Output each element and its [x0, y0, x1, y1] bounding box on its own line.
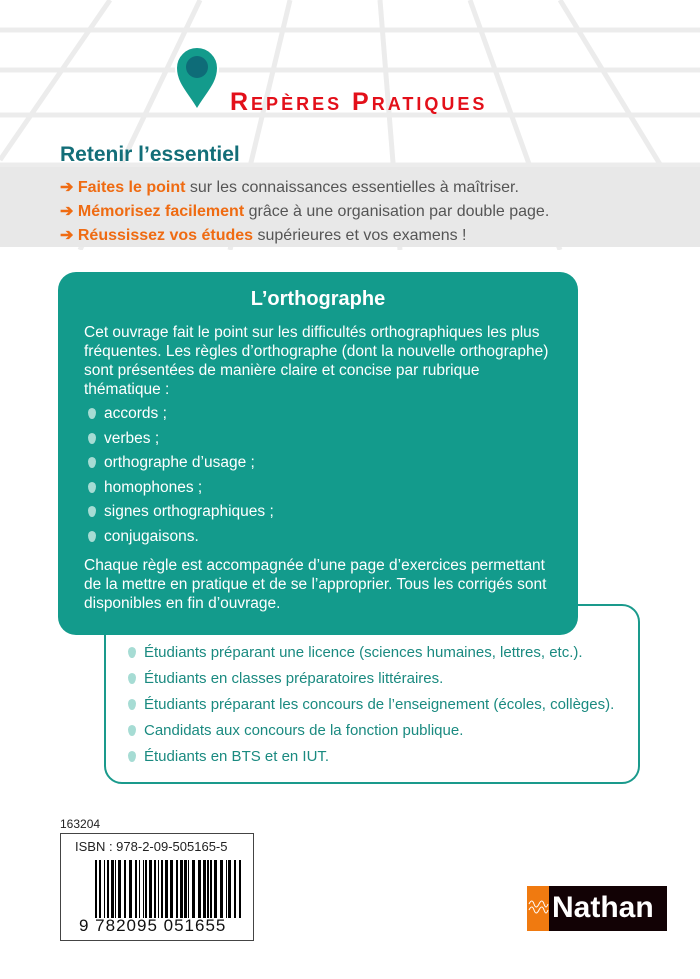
barcode-bar [129, 860, 132, 918]
publisher-name: Nathan [552, 891, 654, 924]
barcode-bar [124, 860, 126, 918]
barcode-bar [149, 860, 152, 918]
tagline-point: ➔ Réussissez vos études supérieures et vos examens ! [60, 227, 467, 244]
barcode-bar [115, 860, 116, 918]
topic-item: conjugaisons. [88, 528, 552, 553]
barcode-bar [170, 860, 173, 918]
barcode-bar [180, 860, 183, 918]
isbn-block [60, 833, 254, 941]
topic-item: accords ; [88, 405, 552, 430]
barcode-bar [139, 860, 140, 918]
barcode-bar [239, 860, 241, 918]
audience-item: Étudiants en BTS et en IUT. [128, 748, 614, 774]
barcode-bar [234, 860, 236, 918]
map-pin-icon [174, 46, 220, 112]
pin-bullet-icon [88, 506, 96, 517]
pin-bullet-icon [88, 482, 96, 493]
barcode-bar [104, 860, 105, 918]
barcode-bar [118, 860, 121, 918]
barcode-bar [226, 860, 227, 918]
audience-item: Étudiants préparant une licence (sciences humaines, lettres, etc.). [128, 644, 614, 670]
barcode-bar [214, 860, 217, 918]
pin-bullet-icon [88, 433, 96, 444]
barcode-bar [220, 860, 223, 918]
pin-bullet-icon [88, 531, 96, 542]
topic-item: homophones ; [88, 479, 552, 504]
pin-bullet-icon [128, 725, 136, 736]
barcode-bar [184, 860, 187, 918]
barcode-bar [154, 860, 156, 918]
barcode-bar [176, 860, 178, 918]
pin-bullet-icon [128, 673, 136, 684]
pin-bullet-icon [128, 699, 136, 710]
tagline-band [0, 167, 700, 247]
barcode-bar [165, 860, 168, 918]
tagline-heading: Retenir l’essentiel [60, 143, 240, 166]
barcode-bar [99, 860, 101, 918]
audience-item: Étudiants préparant les concours de l’enseignement (écoles, collèges). [128, 696, 614, 722]
barcode-bar [228, 860, 231, 918]
barcode-bar [143, 860, 144, 918]
barcode-bar [158, 860, 159, 918]
pin-bullet-icon [128, 647, 136, 658]
barcode-bar [207, 860, 209, 918]
publisher-logo [527, 886, 667, 931]
tagline-point: ➔ Faites le point sur les connaissances essentielles à maîtriser. [60, 179, 519, 196]
barcode-bar [210, 860, 212, 918]
audience-item: Étudiants en classes préparatoires littéraires. [128, 670, 614, 696]
barcode-bar [188, 860, 189, 918]
barcode-bar [192, 860, 195, 918]
pin-bullet-icon [88, 457, 96, 468]
description-box [58, 272, 578, 635]
topic-item: verbes ; [88, 430, 552, 455]
series-title: Repères Pratiques [230, 88, 488, 116]
audience-item: Candidats aux concours de la fonction publique. [128, 722, 614, 748]
outro-text: Chaque règle est accompagnée d’une page d’exercices permettant de la mettre en pratique et de se l’approprier. Tous les corrigés sont disponibles en fin d’ouvrage. [84, 557, 547, 612]
barcode [95, 860, 245, 918]
barcode-bar [203, 860, 206, 918]
intro-text: Cet ouvrage fait le point sur les difficultés orthographiques les plus fréquentes. Les règles d’orthographe (dont la nouvelle orthographe) sont présentées de manière claire et concise par rubrique thématique : [84, 324, 549, 398]
isbn-text: ISBN : 978-2-09-505165-5 [75, 839, 228, 854]
barcode-bar [111, 860, 114, 918]
barcode-bar [145, 860, 147, 918]
barcode-bar [107, 860, 109, 918]
product-code: 163204 [60, 817, 101, 831]
barcode-bar [161, 860, 163, 918]
pin-bullet-icon [128, 751, 136, 762]
barcode-bar [95, 860, 97, 918]
pin-bullet-icon [88, 408, 96, 419]
tagline-point: ➔ Mémorisez facilement grâce à une organisation par double page. [60, 203, 550, 220]
topic-item: signes orthographiques ; [88, 503, 552, 528]
book-title: L’orthographe [250, 288, 386, 310]
barcode-digits: 9 782095 051655 [79, 916, 227, 935]
topic-item: orthographe d’usage ; [88, 454, 552, 479]
barcode-bar [135, 860, 137, 918]
nathan-mark-icon [527, 886, 549, 931]
barcode-bar [198, 860, 201, 918]
